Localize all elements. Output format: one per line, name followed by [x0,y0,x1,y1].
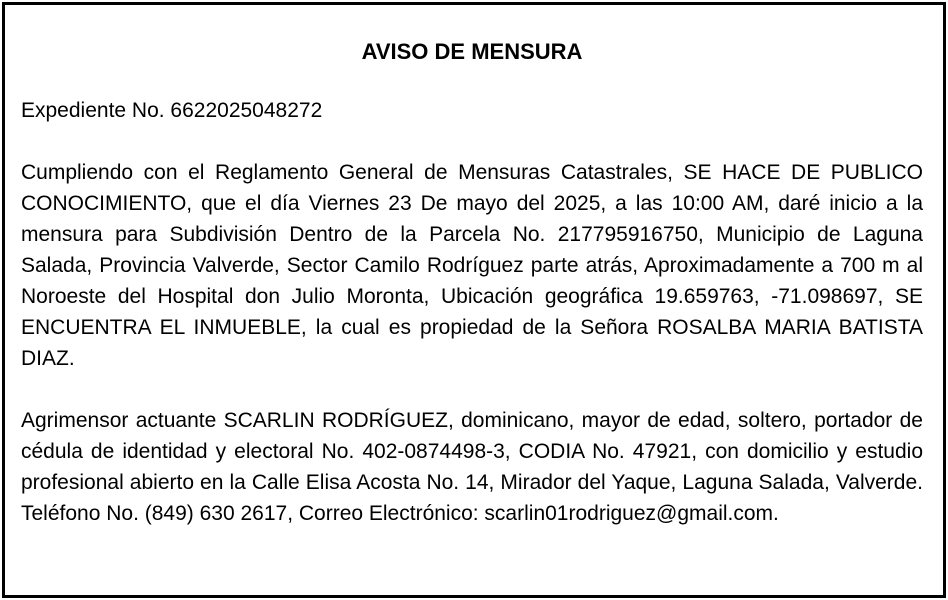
expediente-number: Expediente No. 6622025048272 [21,99,323,122]
notice-box [2,2,946,598]
notice-paragraph-survey: Cumpliendo con el Reglamento General de Mensuras Catastrales, SE HACE DE PUBLICO CONOCIMIENTO, que el día Viernes 23 De mayo del 2025, a las 10:00 AM, daré inicio a la mensura para Subdivisión Dentro de la Parcela No. 217795916750, Municipio de Laguna Salada, Provincia Valverde, Sector Camilo Rodríguez parte atrás, Aproximadamente a 700 m al Noroeste del Hospital don Julio Moronta, Ubicación geográfica 19.659763, -71.098697, SE ENCUENTRA EL INMUEBLE, la cual es propiedad de la Señora ROSALBA MARIA BATISTA DIAZ. [21,161,923,370]
notice-title: AVISO DE MENSURA [361,39,583,64]
notice-paragraph-surveyor: Agrimensor actuante SCARLIN RODRÍGUEZ, dominicano, mayor de edad, soltero, portador de cédula de identidad y electoral No. 402-0874498-3, CODIA No. 47921, con domicilio y estudio profesional abierto en la Calle Elisa Acosta No. 14, Mirador del Yaque, Laguna Salada, Valverde. Teléfono No. (849) 630 2617, Correo Electrónico: scarlin01rodriguez@gmail.com. [21,409,923,525]
